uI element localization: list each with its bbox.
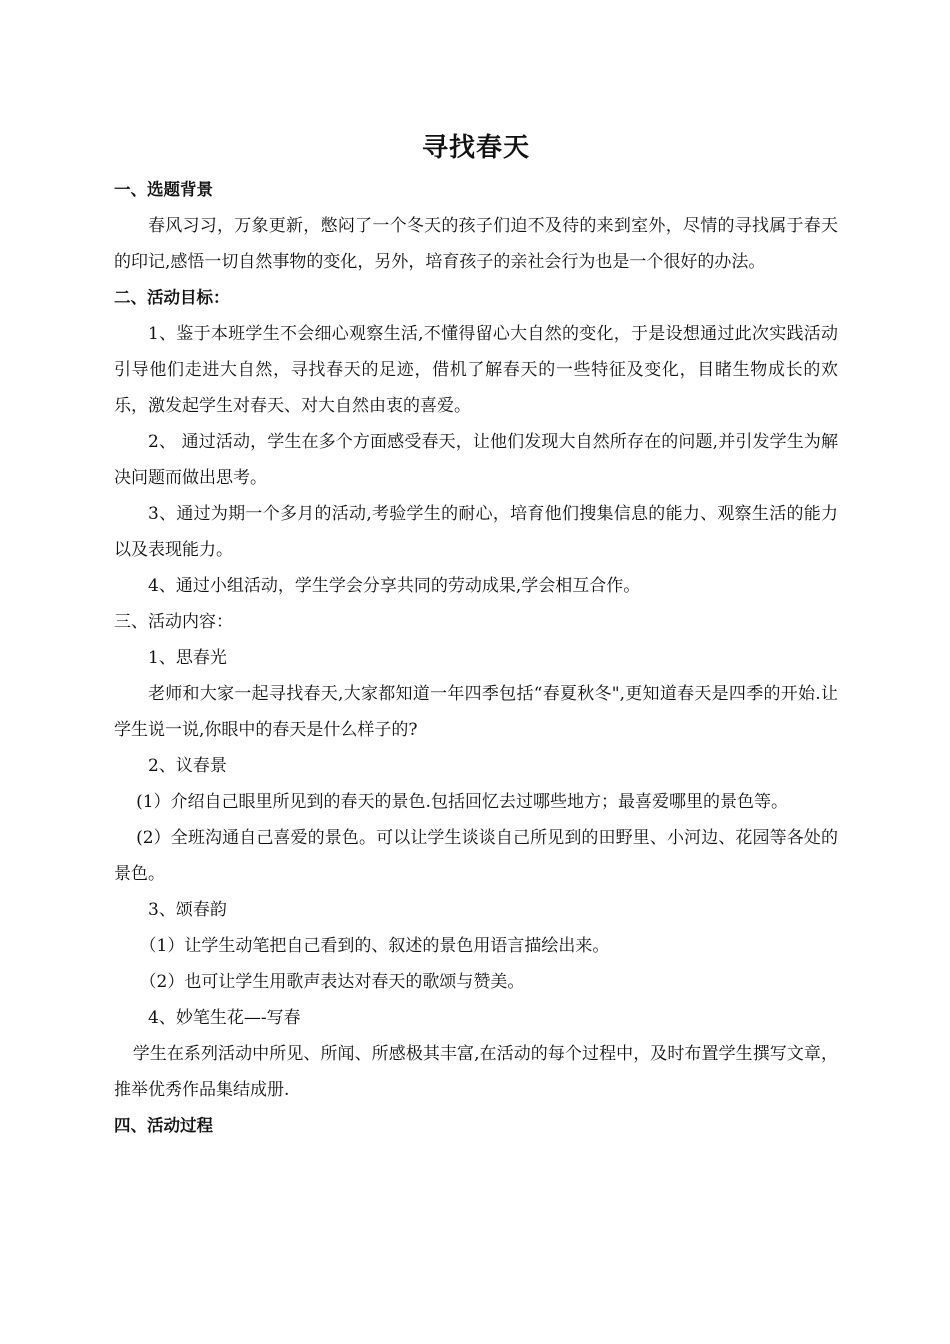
content-item-2-point-b: (2）全班沟通自己喜爱的景色。可以让学生谈谈自己所见到的田野里、小河边、花园等各处的景色。 (114, 828, 838, 884)
content-item-4-title: 4、妙笔生花—-写春 (148, 1008, 301, 1028)
background-paragraph: 春风习习，万象更新，憋闷了一个冬天的孩子们迫不及待的来到室外，尽情的寻找属于春天的印记,感悟一切自然事物的变化，另外，培育孩子的亲社会行为也是一个很好的办法。 (114, 216, 838, 272)
goal-paragraph-4: 4、通过小组活动，学生学会分享共同的劳动成果,学会相互合作。 (148, 576, 641, 596)
document-page (114, 128, 838, 1144)
section-heading-content: 三、活动内容： (114, 612, 233, 632)
goal-paragraph-1: 1、鉴于本班学生不会细心观察生活,不懂得留心大自然的变化，于是设想通过此次实践活动引导他们走进大自然，寻找春天的足迹，借机了解春天的一些特征及变化，目睹生物成长的欢乐，激发起学生对春天、对大自然由衷的喜爱。 (114, 324, 838, 416)
goal-paragraph-3: 3、通过为期一个多月的活动,考验学生的耐心，培育他们搜集信息的能力、观察生活的能力以及表现能力。 (114, 504, 838, 560)
content-item-3-point-b: （2）也可让学生用歌声表达对春天的歌颂与赞美。 (139, 972, 525, 992)
content-item-1-text: 老师和大家一起寻找春天,大家都知道一年四季包括“春夏秋冬",更知道春天是四季的开始.让学生说一说,你眼中的春天是什么样子的? (114, 684, 838, 740)
content-item-1-title: 1、思春光 (148, 648, 227, 668)
content-item-2-point-a: (1）介绍自己眼里所见到的春天的景色.包括回忆去过哪些地方；最喜爱哪里的景色等。 (136, 792, 788, 812)
section-heading-process: 四、活动过程 (114, 1116, 213, 1135)
content-item-3-title: 3、颂春韵 (148, 900, 227, 920)
document-title: 寻找春天 (421, 133, 530, 163)
section-heading-goals: 二、活动目标： (114, 288, 230, 307)
section-heading-background: 一、选题背景 (114, 180, 213, 199)
content-item-4-text: 学生在系列活动中所见、所闻、所感极其丰富,在活动的每个过程中，及时布置学生撰写文章，推举优秀作品集结成册. (114, 1044, 838, 1100)
content-item-3-point-a: （1）让学生动笔把自己看到的、叙述的景色用语言描绘出来。 (139, 936, 610, 956)
goal-paragraph-2: 2、 通过活动，学生在多个方面感受春天，让他们发现大自然所存在的问题,并引发学生为解决问题而做出思考。 (114, 432, 838, 488)
content-item-2-title: 2、议春景 (148, 756, 227, 776)
